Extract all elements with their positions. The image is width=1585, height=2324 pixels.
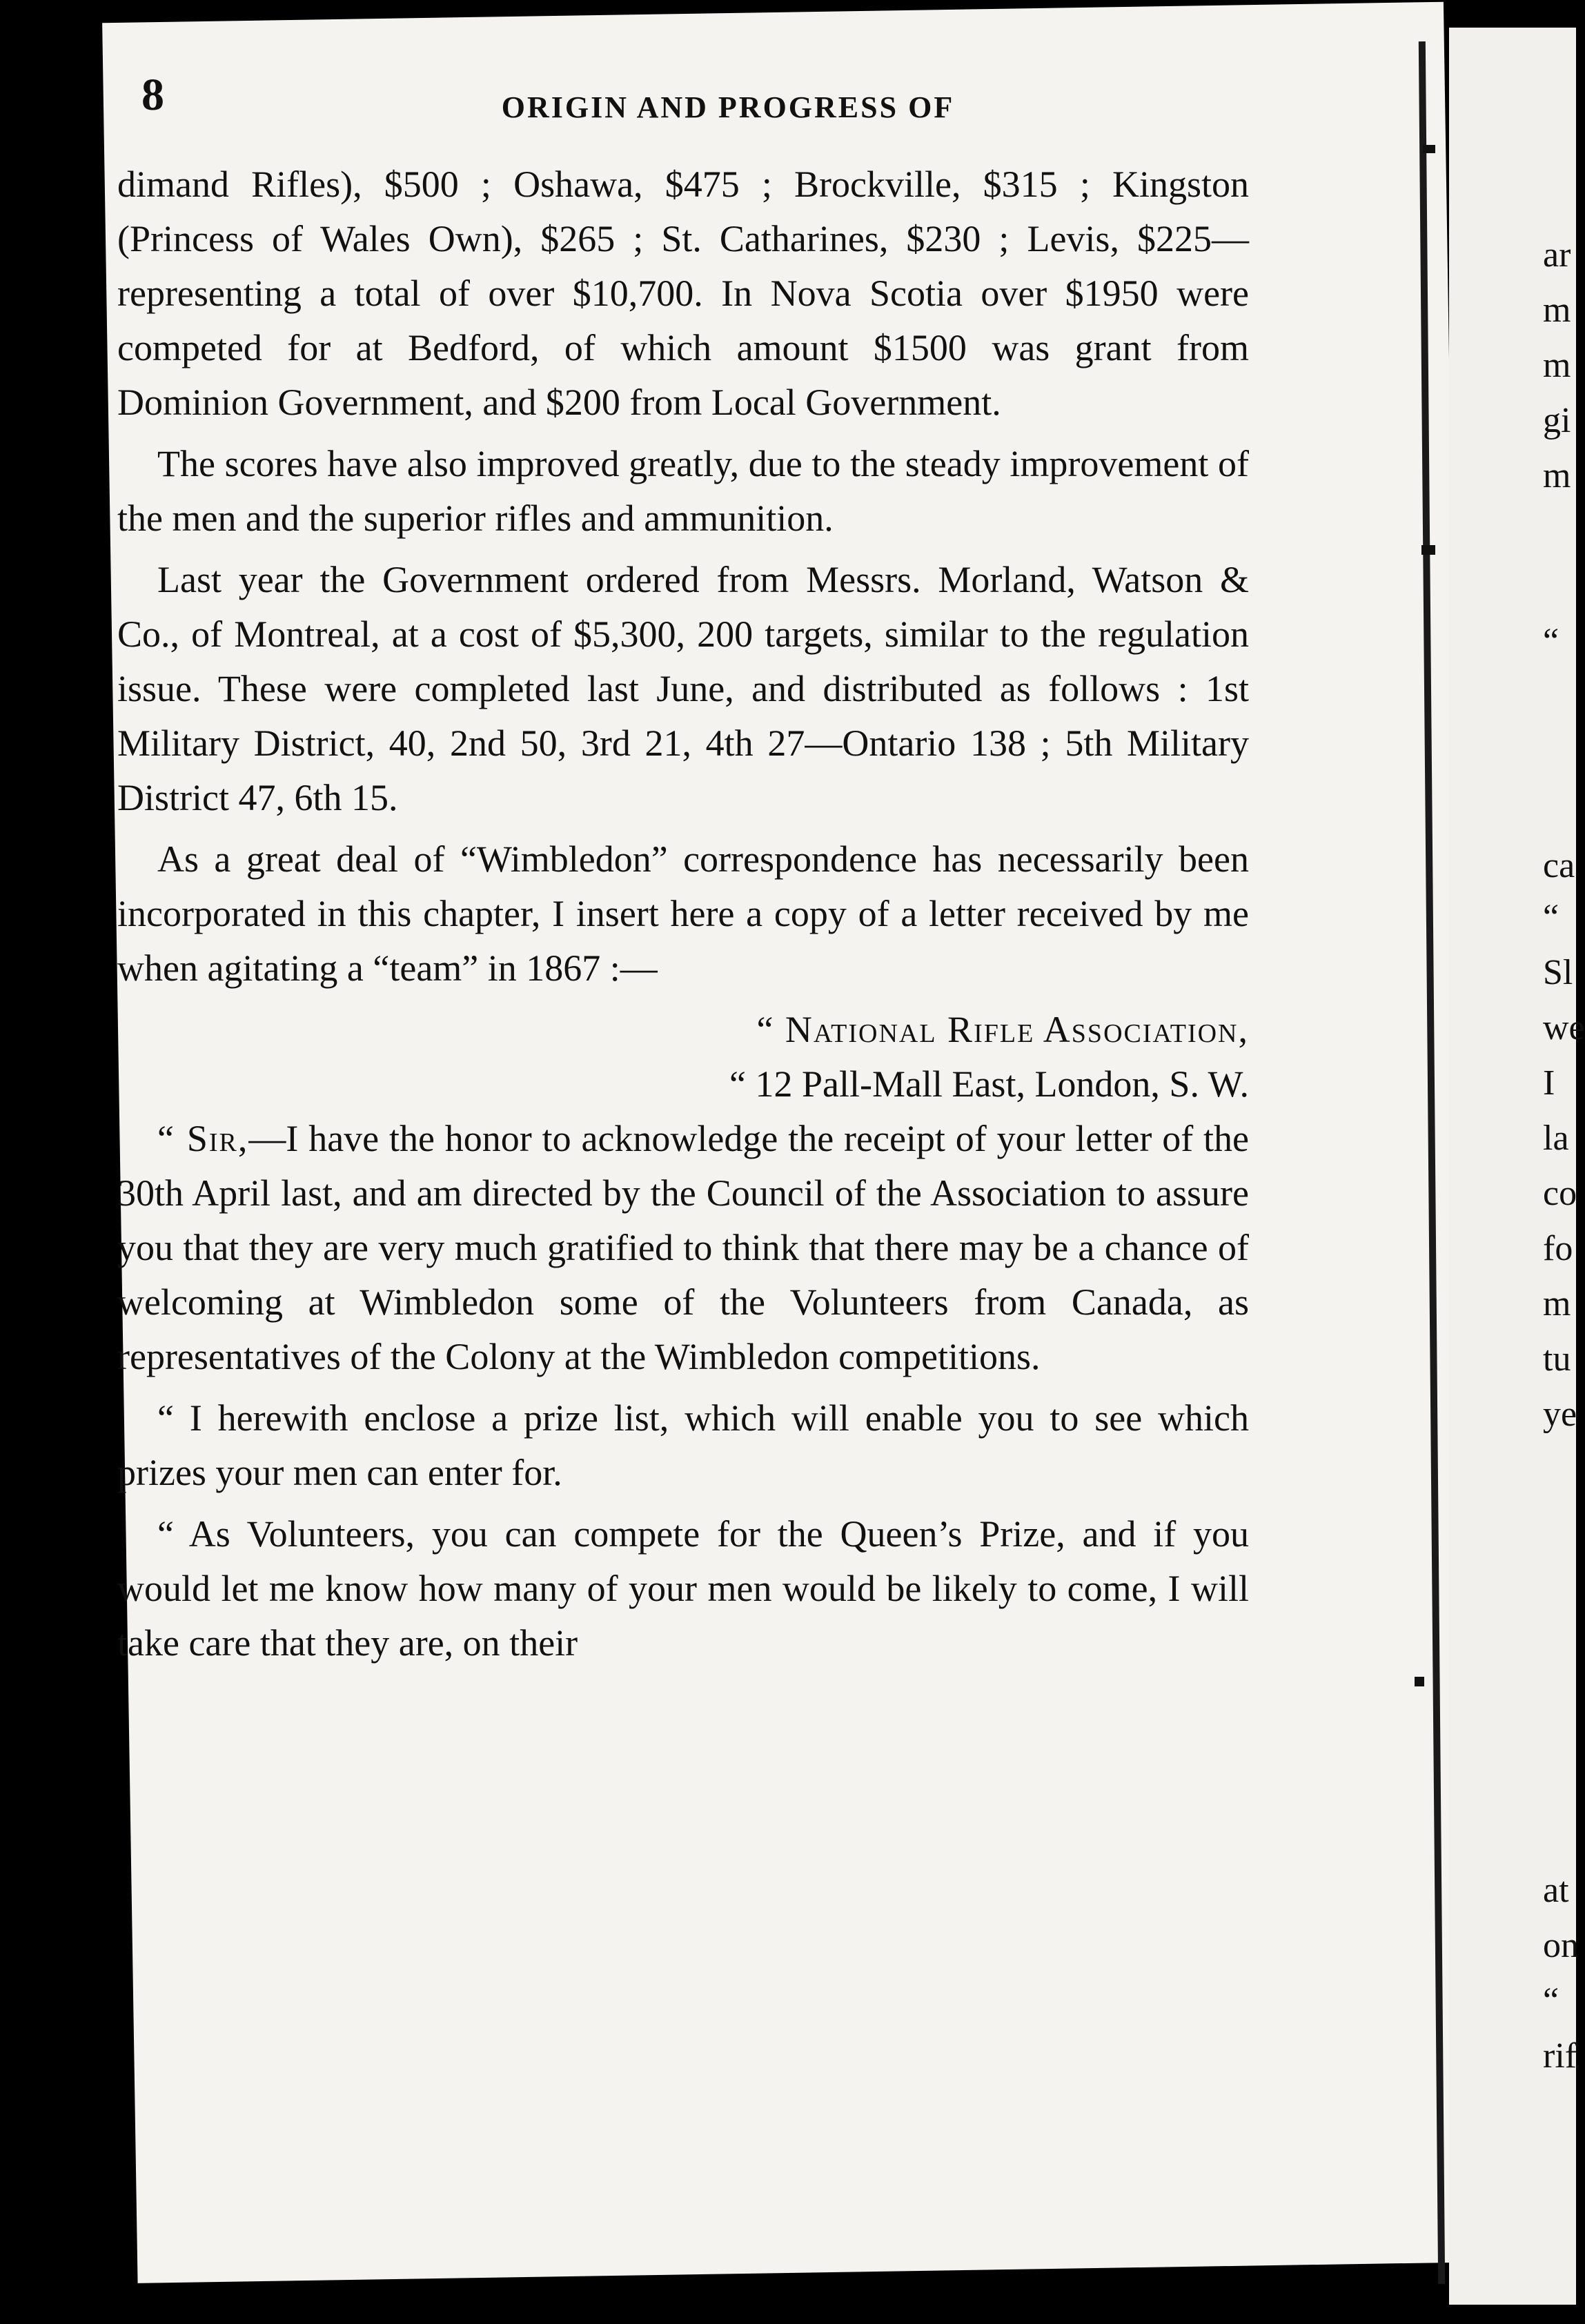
fragment: ar — [1543, 235, 1571, 275]
fragment: m — [1543, 346, 1571, 385]
letter-address-line-1: “ National Rifle Association, — [756, 1009, 1249, 1050]
margin-mark — [1423, 145, 1435, 153]
page-header — [141, 69, 1315, 145]
fragment: “ — [1543, 898, 1559, 937]
fragment: fo — [1543, 1229, 1573, 1268]
margin-mark — [1415, 1677, 1424, 1686]
fragment: rif — [1543, 2036, 1577, 2076]
paragraph-3: Last year the Government ordered from Messrs. Morland, Watson & Co., of Montreal, at a cost of $5,300, 200 targets, similar to the regulation issue. These were completed last June, and distributed as follows : 1st Military District, 40, 2nd 50, 3rd 21, 4th 27—Ontario 138 ; 5th Military District 47, 6th 15. — [117, 559, 1249, 818]
fragment: la — [1543, 1119, 1569, 1158]
fragment: on — [1543, 1926, 1579, 1965]
fragment: m — [1543, 456, 1571, 495]
fragment: tu — [1543, 1339, 1571, 1379]
fragment: “ — [1543, 622, 1559, 661]
paragraph-4: As a great deal of “Wimbledon” correspondence has necessarily been incorporated in this chapter, I insert here a copy of a letter received by me when agitating a “team” in 1867 :— — [117, 838, 1249, 989]
letter-address — [117, 1003, 1249, 1112]
letter-salutation: “ Sir, — [157, 1118, 249, 1159]
letter-paragraph-1 — [117, 1112, 1249, 1384]
running-head: ORIGIN AND PROGRESS OF — [501, 90, 955, 124]
fragment: m — [1543, 1284, 1571, 1323]
fragment: Sl — [1543, 953, 1573, 992]
letter-paragraph-3: “ As Volunteers, you can compete for the Queen’s Prize, and if you would let me know how many of your men would be likely to come, I will take care that they are, on their — [117, 1513, 1249, 1664]
fragment: ca — [1543, 846, 1575, 885]
fragment: we — [1543, 1008, 1585, 1047]
fragment: ye — [1543, 1395, 1577, 1434]
letter-paragraph-2: “ I herewith enclose a prize list, which will enable you to see which prizes your men can enter for. — [117, 1397, 1249, 1493]
letter-address-line-2: “ 12 Pall-Mall East, London, S. W. — [729, 1063, 1249, 1105]
fragment: gi — [1543, 401, 1571, 440]
fragment: I — [1543, 1063, 1555, 1103]
fragment: “ — [1543, 1981, 1559, 2020]
page-number: 8 — [141, 70, 164, 120]
paragraph-2: The scores have also improved greatly, due to the steady improvement of the men and the superior rifles and ammunition. — [117, 443, 1249, 539]
margin-mark — [1421, 545, 1435, 555]
fragment: co — [1543, 1174, 1577, 1213]
fragment: m — [1543, 290, 1571, 330]
page-body — [117, 157, 1249, 1677]
paragraph-1: dimand Rifles), $500 ; Oshawa, $475 ; Brockville, $315 ; Kingston (Princess of Wales Own), $265 ; St. Catharines, $230 ; Levis, $225—representing a total of over $10,700. In Nova Scotia over $1950 were competed for at Bedford, of which amount $1500 was grant from Dominion Government, and $200 from Local Government. — [117, 164, 1249, 423]
fragment: at — [1543, 1871, 1569, 1910]
letter-paragraph-1-text: —I have the honor to acknowledge the receipt of your letter of the 30th April last, and am directed by the Council of the Association to assure you that they are very much gratified to think that there may be a chance of welcoming at Wimbledon some of the Volunteers from Canada, as representatives of the Colony at the Wimbledon competitions. — [117, 1118, 1250, 1377]
